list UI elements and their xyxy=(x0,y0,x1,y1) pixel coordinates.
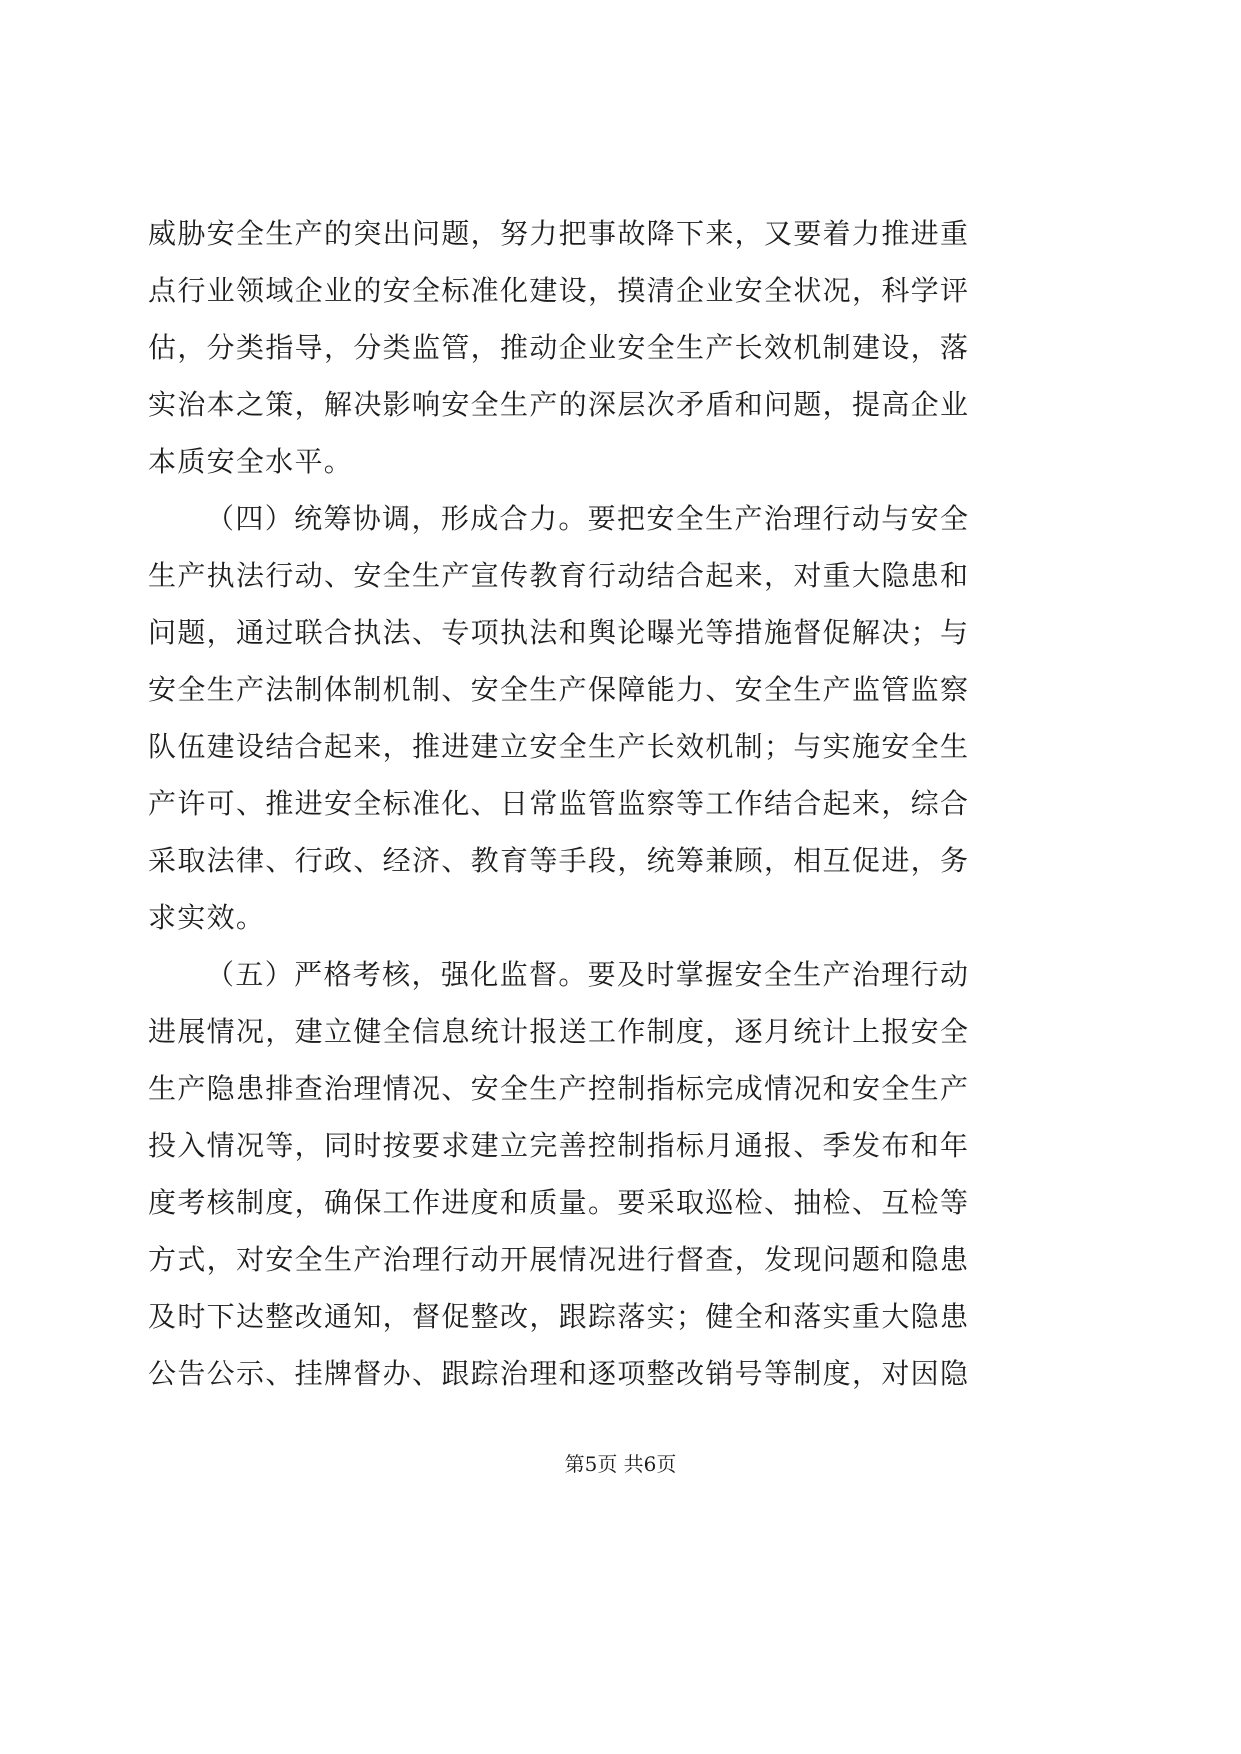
paragraph xyxy=(148,946,968,1402)
text-line: 点行业领域企业的安全标准化建设，摸清企业安全状况，科学评 xyxy=(148,274,968,307)
body-text xyxy=(148,205,968,1402)
text-line: 实治本之策，解决影响安全生产的深层次矛盾和问题，提高企业 xyxy=(148,388,968,421)
text-line: 进展情况，建立健全信息统计报送工作制度，逐月统计上报安全 xyxy=(148,1015,968,1048)
text-line: 生产隐患排查治理情况、安全生产控制指标完成情况和安全生产 xyxy=(148,1072,968,1105)
text-line: 本质安全水平。 xyxy=(148,445,354,478)
text-line: 公告公示、挂牌督办、跟踪治理和逐项整改销号等制度，对因隐 xyxy=(148,1357,968,1390)
text-line: 投入情况等，同时按要求建立完善控制指标月通报、季发布和年 xyxy=(148,1129,968,1162)
text-line: 采取法律、行政、经济、教育等手段，统筹兼顾，相互促进，务 xyxy=(148,844,968,877)
text-line: 威胁安全生产的突出问题，努力把事故降下来，又要着力推进重 xyxy=(148,217,968,250)
text-line: 估，分类指导，分类监管，推动企业安全生产长效机制建设，落 xyxy=(148,331,968,364)
text-line: （五）严格考核，强化监督。要及时掌握安全生产治理行动 xyxy=(206,958,968,991)
text-line: 方式，对安全生产治理行动开展情况进行督查，发现问题和隐患 xyxy=(148,1243,968,1276)
paragraph xyxy=(148,490,968,946)
text-line: 产许可、推进安全标准化、日常监管监察等工作结合起来，综合 xyxy=(148,787,968,820)
text-line: 求实效。 xyxy=(148,901,266,934)
text-line: 队伍建设结合起来，推进建立安全生产长效机制；与实施安全生 xyxy=(148,730,968,763)
text-line: 生产执法行动、安全生产宣传教育行动结合起来，对重大隐患和 xyxy=(148,559,968,592)
text-line: 及时下达整改通知，督促整改，跟踪落实；健全和落实重大隐患 xyxy=(148,1300,968,1333)
paragraph xyxy=(148,205,968,490)
text-line: 度考核制度，确保工作进度和质量。要采取巡检、抽检、互检等 xyxy=(148,1186,968,1219)
text-line: 安全生产法制体制机制、安全生产保障能力、安全生产监管监察 xyxy=(148,673,968,706)
text-line: 问题，通过联合执法、专项执法和舆论曝光等措施督促解决；与 xyxy=(148,616,968,649)
text-line: （四）统筹协调，形成合力。要把安全生产治理行动与安全 xyxy=(206,502,968,535)
page-number-footer: 第5页 共6页 xyxy=(564,1452,677,1476)
